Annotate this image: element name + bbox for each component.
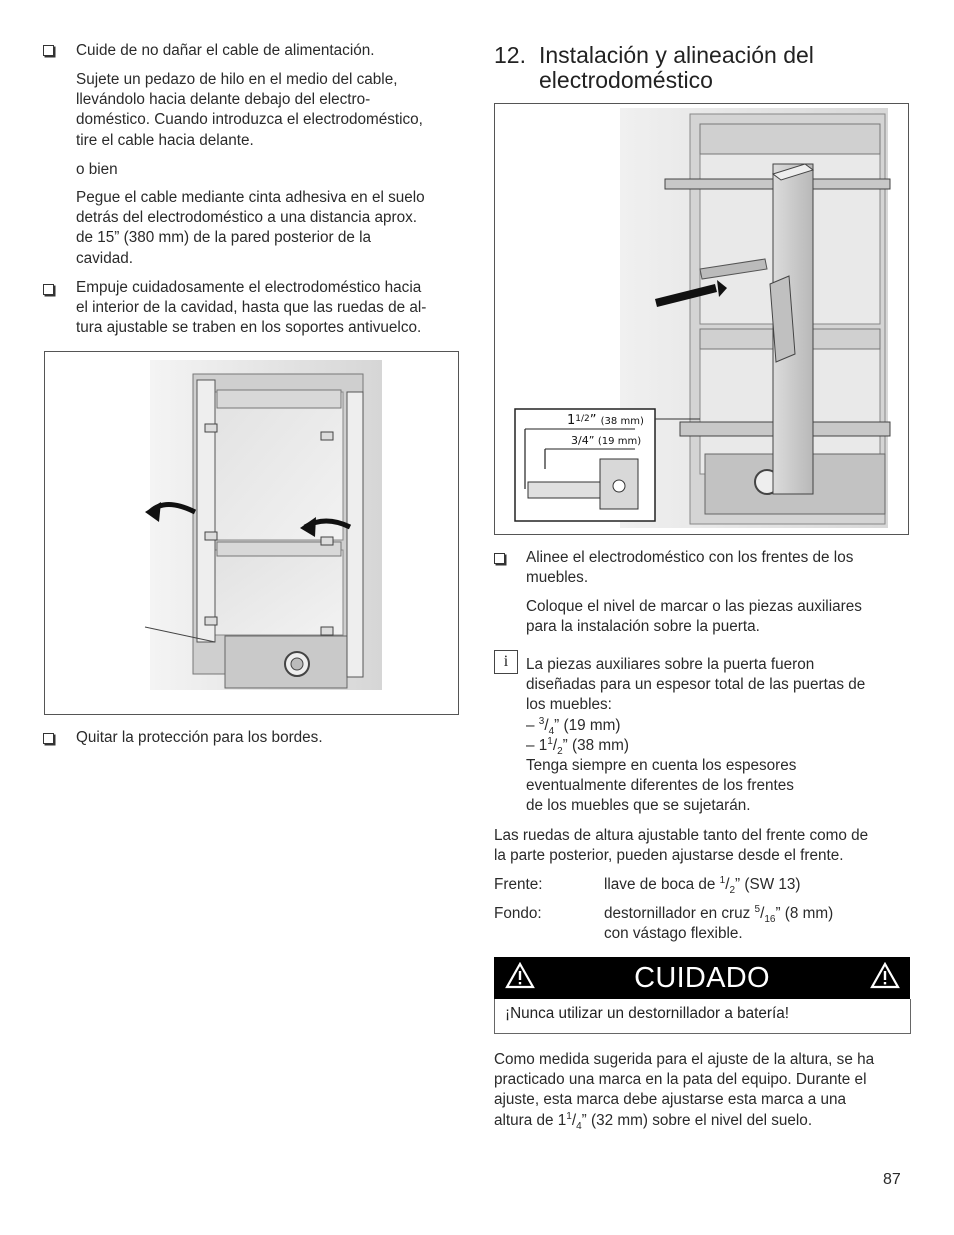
instruction-item-push: Empuje cuidadosamente el electrodoméstico hacia el interior de la cavidad, hasta que las ruedas de al- tura ajustable se traben en los soportes antivuelco. (76, 279, 427, 337)
instruction-paragraph: Coloque el nivel de marcar o las piezas auxiliares para la instalación sobre la puerta. (526, 598, 862, 636)
page-number: 87 (883, 1171, 901, 1188)
back-value: destornillador en cruz $^5/_{16}$” (8 mm) con vástago flexible. (604, 903, 834, 943)
warning-triangle-icon (870, 962, 900, 990)
info-note: La piezas auxiliares sobre la puerta fueron diseñadas para un espesor total de las puertas de los muebles: – $^3/_4$” (19 mm) – $1^1/_2$” (38 mm) Tenga siempre en cuenta los espesores eventualmente diferentes de los frentes de los muebles que se sujetarán. (526, 656, 866, 815)
front-label: Frente: (494, 876, 543, 893)
instruction-item-edge: Quitar la protección para los bordes. (76, 729, 323, 746)
alignment-illustration (495, 104, 908, 534)
wheels-paragraph: Las ruedas de altura ajustable tanto del frente como de la parte posterior, pueden ajustarse desde el frente. (494, 827, 869, 865)
checkbox-bullet (494, 553, 505, 564)
figure-remove-edge-protection (44, 351, 459, 715)
measure-label-1.5: $1^{1/2}$” (38 mm) (567, 413, 644, 428)
instruction-paragraph: Sujete un pedazo de hilo en el medio del cable, llevándolo hacia delante debajo del electro- doméstico. Cuando introduzca el electrodoméstico, tire el cable hacia delante. (76, 71, 423, 149)
section-heading-number: 12. (494, 42, 526, 68)
height-mark-paragraph: Como medida sugerida para el ajuste de la altura, se ha practicado una marca en la pata del equipo. Durante el ajuste, esta marca debe ajustarse esta marca a una altura de $1^1/_4$” (32 mm) sobre el nivel del suelo. (494, 1051, 875, 1132)
warning-text: ¡Nunca utilizar un destornillador a batería! (505, 1005, 789, 1022)
appliance-illustration (45, 352, 458, 714)
section-heading: Instalación y alineación del electrodoméstico (539, 42, 814, 93)
instruction-item-cable: Cuide de no dañar el cable de alimentación. (76, 42, 375, 59)
figure-alignment (494, 103, 909, 535)
measure-label-0.75: 3/4” (19 mm) (571, 434, 642, 447)
checkbox-bullet (43, 733, 54, 744)
instruction-or: o bien (76, 161, 118, 178)
instruction-item-align: Alinee el electrodoméstico con los frentes de los muebles. (526, 549, 854, 587)
instruction-paragraph: Pegue el cable mediante cinta adhesiva en el suelo detrás del electrodoméstico a una distancia aprox. de 15” (380 mm) de la pared posterior de la cavidad. (76, 189, 425, 267)
front-value: llave de boca de $^1/_2$” (SW 13) (604, 874, 801, 897)
checkbox-bullet (43, 45, 54, 56)
back-label: Fondo: (494, 905, 542, 922)
warning-banner (494, 957, 910, 999)
warning-body (494, 999, 911, 1034)
checkbox-bullet (43, 284, 54, 295)
warning-title: CUIDADO (634, 962, 770, 994)
info-icon: i (494, 650, 518, 674)
